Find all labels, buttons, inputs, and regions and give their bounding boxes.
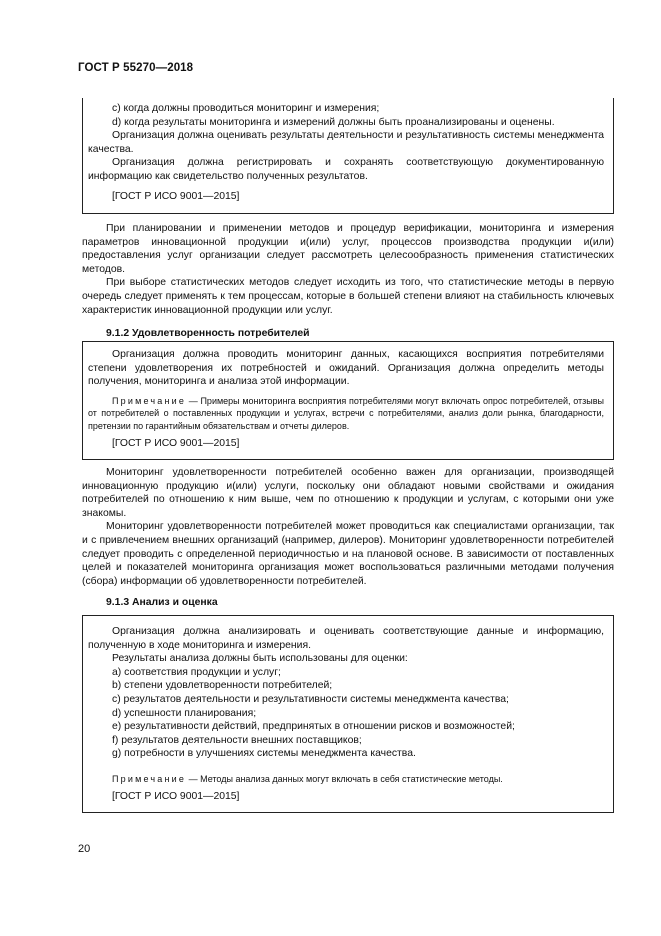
body-text-block-1: [82, 222, 614, 341]
quote-paragraph: Организация должна регистрировать и сохранять соответствующую документированную информацию как свидетельство полученных результатов.: [88, 157, 604, 182]
list-item: c) результатов деятельности и результативности системы менеджмента качества;: [112, 693, 509, 705]
body-paragraph: Мониторинг удовлетворенности потребителей может проводиться как специалистами организации, так и с привлечением внешних организаций (например, дилеров). Мониторинг удовлетворенности потребителей следует проводить с определенной периодичностью и на плановой основе. В зависимости от поставленных целей и показателей мониторинга организация может воспользоваться различными методами получения (сбора) информации об удовлетворенности потребителей.: [82, 521, 614, 587]
list-item: a) соответствия продукции и услуг;: [112, 666, 281, 678]
note-text: — Примеры мониторинга восприятия потребителями могут включать опрос потребителей, отзывы от потребителей о поставленных продукции и услугах, встречи с потребителями, анализ доли рынка, благодарности, претензии по гарантийным обязательствам и отчеты дилеров.: [88, 395, 604, 431]
note: [88, 773, 604, 785]
page-number: 20: [78, 843, 91, 855]
note-label: Примечание: [112, 395, 187, 406]
quote-box-analysis: [82, 615, 614, 813]
quote-paragraph: Организация должна анализировать и оценивать соответствующие данные и информацию, полученную в ходе мониторинга и измерения.: [88, 626, 604, 651]
evaluation-list: [88, 666, 604, 761]
note: [88, 395, 604, 432]
body-text-block-2: [82, 466, 614, 610]
body-paragraph: При планировании и применении методов и процедур верификации, мониторинга и измерения параметров инновационной продукции и(или) услуг, процессов производства продукции и(или) предоставления услуг организации следует рассмотреть целесообразность применения статистических методов.: [82, 223, 614, 275]
quote-box-continued: [82, 98, 614, 214]
list-item: f) результатов деятельности внешних поставщиков;: [112, 734, 362, 746]
list-item-d: d) когда результаты мониторинга и измерений должны быть проанализированы и оценены.: [112, 116, 555, 128]
list-item: b) степени удовлетворенности потребителей;: [112, 680, 333, 692]
note-label: Примечание: [112, 773, 187, 784]
list-item: e) результативности действий, предпринятых в отношении рисков и возможностей;: [112, 721, 515, 733]
note-text: — Методы анализа данных могут включать в себя статистические методы.: [186, 773, 503, 784]
body-paragraph: При выборе статистических методов следует исходить из того, что статистические методы в первую очередь следует применять к тем процессам, которые в большей степени влияют на стабильность ключевых характеристик инновационной продукции или услуг.: [82, 277, 614, 316]
list-item-c: c) когда должны проводиться мониторинг и измерения;: [112, 103, 380, 114]
quote-box-customer-satisfaction: [82, 341, 614, 460]
quote-paragraph: Организация должна проводить мониторинг данных, касающихся восприятия потребителями степени удовлетворения их потребностей и ожиданий. Организация должна определить методы получения, мониторинга и анализа этой информации.: [88, 349, 604, 388]
section-heading-9-1-2: 9.1.2 Удовлетворенность потребителей: [106, 328, 310, 340]
body-paragraph: Мониторинг удовлетворенности потребителей особенно важен для организации, производящей инновационную продукцию и(или) услуги, поскольку они обладают новыми свойствами и ожидания потребителей по отношению к ним выше, чем по отношению к продукции и услугам, с которыми они уже знакомы.: [82, 467, 614, 519]
standard-reference: [ГОСТ Р ИСО 9001—2015]: [112, 438, 240, 449]
standard-reference: [ГОСТ Р ИСО 9001—2015]: [112, 190, 240, 202]
section-heading-9-1-3: 9.1.3 Анализ и оценка: [106, 597, 218, 609]
standard-reference: [ГОСТ Р ИСО 9001—2015]: [112, 791, 240, 803]
list-item: d) успешности планирования;: [112, 707, 257, 719]
quote-paragraph: Результаты анализа должны быть использованы для оценки:: [112, 653, 408, 665]
quote-paragraph: Организация должна оценивать результаты деятельности и результативность системы менеджмента качества.: [88, 130, 604, 155]
document-header: ГОСТ Р 55270—2018: [78, 62, 194, 74]
list-item: g) потребности в улучшениях системы менеджмента качества.: [112, 748, 416, 760]
